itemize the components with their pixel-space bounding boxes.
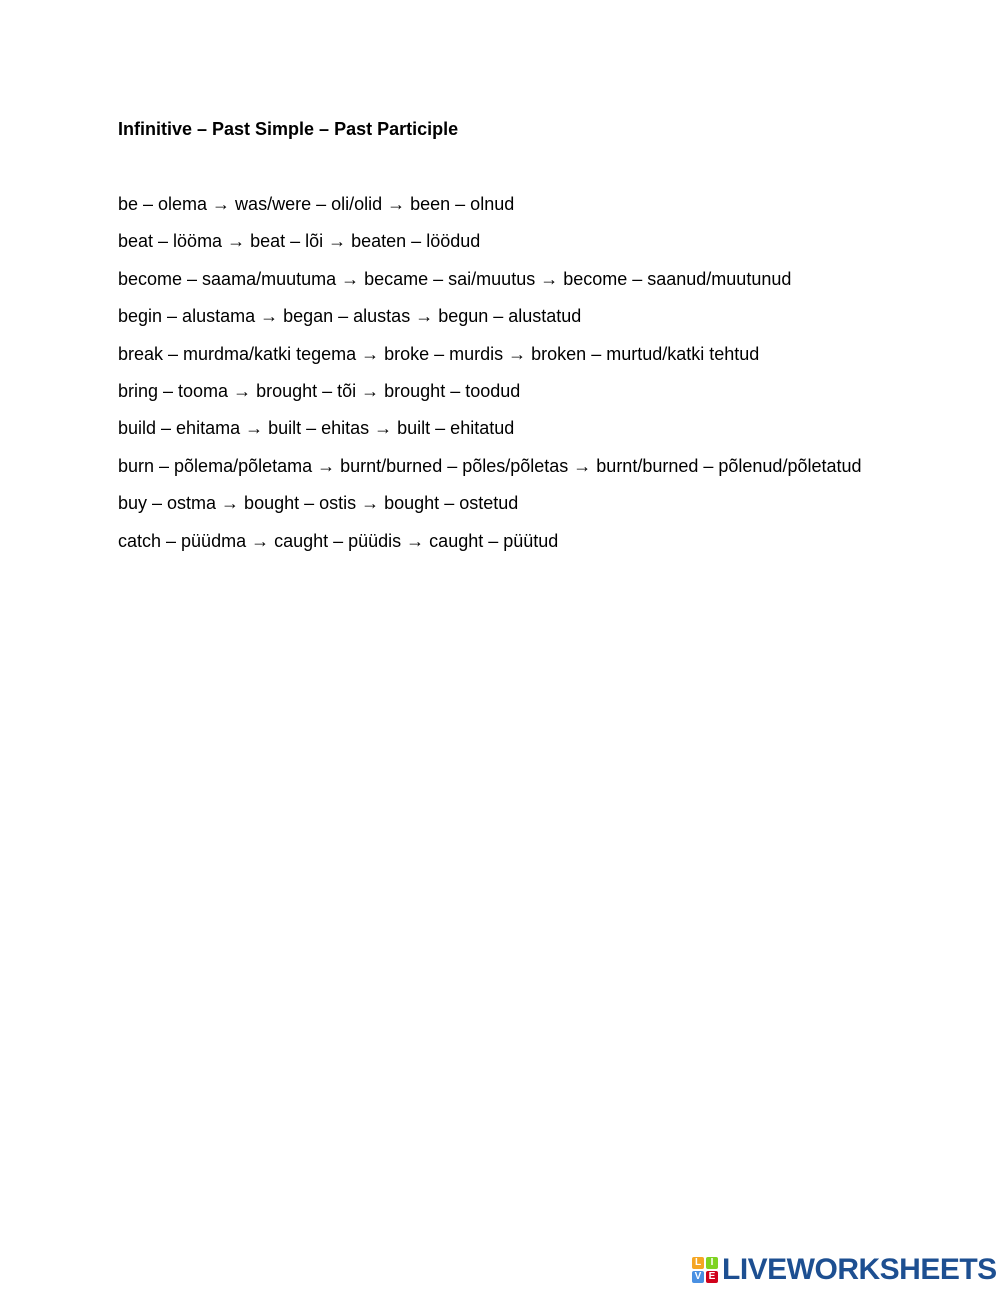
logo-tile-e: E [706, 1271, 718, 1283]
document-heading: Infinitive – Past Simple – Past Participle [118, 119, 459, 139]
verb-row-buy: buy – ostma → bought – ostis → bought – ostetud [118, 493, 519, 514]
verb-row-burn: burn – põlema/põletama → burnt/burned – põles/põletas → burnt/burned – põlenud/põletatud [118, 455, 862, 476]
verb-row-break: break – murdma/katki tegema → broke – murdis → broken – murtud/katki tehtud [118, 343, 760, 364]
brand-name: LIVEWORKSHEETS [722, 1253, 997, 1286]
verb-list [118, 193, 862, 567]
verb-row-become: become – saama/muutuma → became – sai/muutus → become – saanud/muutunud [118, 268, 792, 289]
verb-row-begin: begin – alustama → began – alustas → begun – alustatud [118, 306, 582, 327]
verb-row-build: build – ehitama → built – ehitas → built – ehitatud [118, 418, 515, 439]
logo-tile-l: L [692, 1257, 704, 1269]
logo-tile-i: I [706, 1257, 718, 1269]
verb-row-be: be – olema → was/were – oli/olid → been – olnud [118, 194, 515, 214]
verb-row-bring: bring – tooma → brought – tõi → brought – toodud [118, 380, 521, 401]
verb-row-catch: catch – püüdma → caught – püüdis → caught – püütud [118, 530, 559, 551]
logo-tile-v: V [692, 1271, 704, 1283]
verb-row-beat: beat – lööma → beat – lõi → beaten – löödud [118, 231, 481, 252]
liveworksheets-brand[interactable] [692, 1254, 997, 1286]
liveworksheets-logo-icon [692, 1257, 718, 1283]
